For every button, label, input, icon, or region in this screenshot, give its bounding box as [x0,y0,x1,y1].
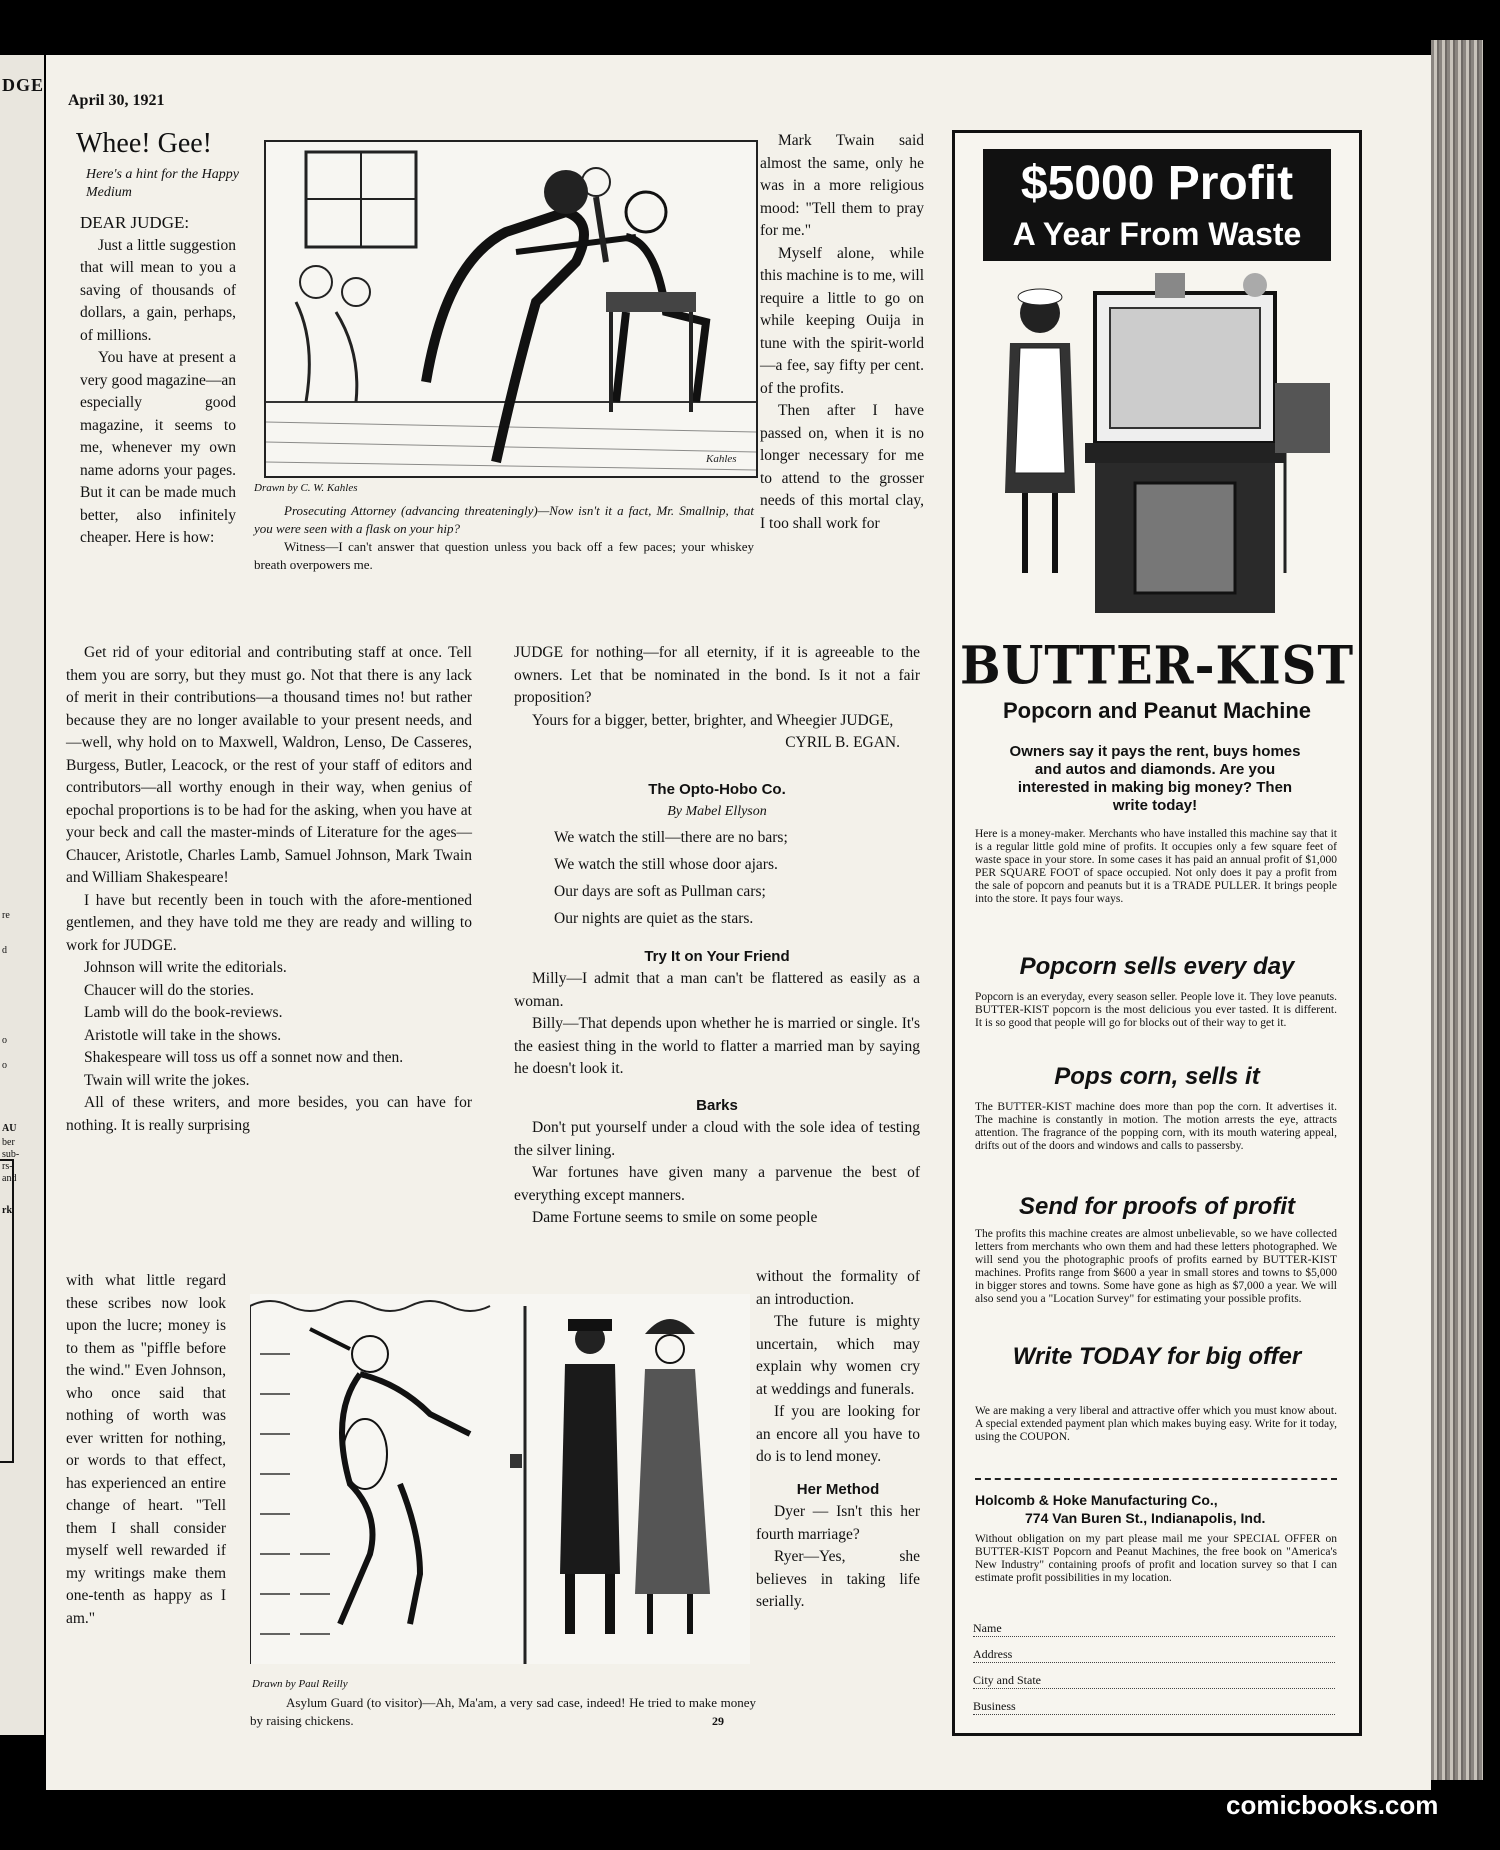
ad-paragraph: The BUTTER-KIST machine does more than pop the corn. It advertises it. The machine is constantly in motion. The motion arrests the eye, attracts attention. The fragrance of the popping corn, with its mouth watering appeal, drifts out of the doors and windows and calls to passersby. [975,1101,1337,1152]
company-name: Holcomb & Hoke Manufacturing Co., [975,1492,1218,1508]
article-paragraph: Myself alone, while this machine is to me, will require a little to go on while keeping Ouija in tune with the spirit-world—a fee, say fifty per cent. of the profits. [760,244,924,397]
asylum-cartoon-drawing [250,1294,750,1664]
her-method-line: Ryer—Yes, she believes in taking life serially. [756,1548,920,1610]
cartoon1-caption [254,502,754,574]
assignment-line: Lamb will do the book-reviews. [84,1004,283,1021]
coupon-divider [975,1478,1337,1480]
issue-date: April 30, 1921 [68,92,165,109]
barks-line: without the formality of an introduction. [756,1268,920,1308]
coupon-address-field[interactable]: Address [973,1647,1335,1663]
previous-fragment: and [2,1173,17,1184]
coupon-text: Without obligation on my part please mail me your SPECIAL OFFER on BUTTER-KIST Popcorn and Peanut Machines, the free book on "America's New Industry" containing proofs of profit and location survey so that I can estimate profit possibilities in my location. [975,1533,1337,1584]
ad-paragraph: We are making a very liberal and attractive offer which you must know about. A special extended payment plan which makes buying easy. Write for it today, using the COUPON. [975,1405,1337,1443]
article-column-left-narrow [66,1270,226,1630]
article-paragraph: Then after I have passed on, when it is no longer necessary for me to attend to the grosser needs of this mortal clay, I too shall work for [760,402,924,532]
ad-heading-write-today: Write TODAY for big offer [1012,1343,1302,1370]
article-paragraph: I have but recently been in touch with the afore-mentioned gentlemen, and they have told me they are ready and willing to work for JUDGE. [66,891,472,954]
article-paragraph: You have at present a very good magazine—an especially good magazine, it seems to me, whenever my own name adorns your pages. But it can be made much better, also infinitely cheaper. Here is how: [80,349,236,546]
her-method-line: Dyer — Isn't this her fourth marriage? [756,1503,920,1543]
courtroom-cartoon [264,140,758,478]
article-paragraph: Just a little suggestion that will mean to you a saving of thousands of dollars, a gain, perhaps, of millions. [80,236,236,344]
cartoon2-caption [250,1694,756,1730]
previous-fragment: re [2,910,10,921]
company-address: 774 Van Buren St., Indianapolis, Ind. [1025,1510,1266,1526]
article-column-3-top [760,130,924,535]
poem-title: The Opto-Hobo Co. [648,780,786,798]
signoff: Yours for a bigger, better, brighter, and Wheegier JUDGE, [532,711,894,729]
assignment-line: Chaucer will do the stories. [84,981,255,999]
previous-fragment: d [2,945,7,956]
previous-fragment: AU [2,1123,17,1134]
barks-line: Don't put yourself under a cloud with the sole idea of testing the silver lining. [514,1119,920,1159]
cartoon1-caption-line-1: Prosecuting Attorney (advancing threateningly)—Now isn't it a fact, Mr. Smallnip, that you were seen with a flask on your hip? [254,503,754,536]
barks-line: If you are looking for an encore all you have to do is to lend money. [756,1403,920,1465]
poem-line: We watch the still—there are no bars; [554,828,788,846]
article-paragraph: Get rid of your editorial and contributing staff at once. Tell them you are sorry, but they must go. Not that there is any lack of merit in their contributions—a thousand times no! but rather because they are no longer available to your present needs, and—well, why hold on to Maxwell, Waldron, Lenso, De Casseres, Burgess, Butler, Leacock, or the rest of your staff of editors and contributors—all worthy enough in their way, when genius of epochal proportions is to be had for the asking, when you have at your beck and call the master-minds of Literature for the ages—Chaucer, Aristotle, Charles Lamb, Samuel Johnson, Mark Twain and William Shakespeare! [66,644,472,886]
barks-column-narrow [756,1266,920,1614]
cartoon2-credit: Drawn by Paul Reilly [252,1678,348,1690]
cartoonist-signature: Kahles [706,453,737,465]
assignment-line: Aristotle will take in the shows. [84,1026,282,1044]
article-paragraph: All of these writers, and more besides, you can have for nothing. It is really surprising [66,1094,472,1134]
poem-line: We watch the still whose door ajars. [554,855,778,873]
previous-fragment: o [2,1035,7,1046]
popcorn-machine-illustration [985,273,1335,633]
coupon-name-field[interactable]: Name [973,1621,1335,1637]
ad-paragraph: Popcorn is an everyday, every season seller. People love it. They love peanuts. BUTTER-KIST popcorn is the most delicious you ever tasted. It is different. It is so good that people will go for blocks out of their way to get it. [975,991,1337,1029]
previous-fragment: ber [2,1137,15,1148]
site-watermark: comicbooks.com [1226,1790,1439,1820]
joke-line: Billy—That depends upon whether he is married or single. It's the easiest thing in the world to flatter a married man by saying he doesn't look it. [514,1015,920,1077]
ad-heading-popcorn: Popcorn sells every day [1019,953,1295,980]
barks-title: Barks [696,1096,738,1114]
previous-running-title: DGE [2,75,44,95]
article-column-middle [514,642,920,1230]
poem-line: Our nights are quiet as the stars. [554,909,754,927]
coupon-company [975,1491,1337,1527]
article-column-1 [80,212,236,550]
signature: CYRIL B. EGAN. [785,734,900,751]
previous-fragment: rs- [2,1161,13,1172]
ad-tagline: Owners say it pays the rent, buys homes and autos and diamonds. Are you interested in making big money? Then write today! [1009,743,1301,814]
page-number: 29 [712,1714,724,1728]
article-paragraph: Mark Twain said almost the same, only he was in a more religious mood: "Tell them to pray for me." [760,132,924,239]
her-method-title: Her Method [796,1480,880,1498]
barks-line: Dame Fortune seems to smile on some people [532,1209,818,1226]
previous-fragment: o [2,1060,7,1071]
poem-line: Our days are soft as Pullman cars; [554,882,766,900]
ad-paragraph: The profits this machine creates are almost unbelievable, so we have collected letters from merchants who own them and had these letters photographed. We will send you the photographic proofs of profits earned by BUTTER-KIST machines. Profits range from $600 a year in small stores and towns to $5,000 in bigger stores and towns. Some have gone as high as $7,000 a year. We will also send you a "Location Survey" for estimating your possible profits. [975,1228,1337,1305]
barks-line: War fortunes have given many a parvenue the best of everything except manners. [514,1164,920,1204]
courtroom-cartoon-drawing [266,142,756,476]
article-paragraph: with what little regard these scribes now look upon the lucre; money is to them as "piffle before the wind." Even Johnson, who once said that nothing of worth was ever written for nothing, or words to that effect, has experienced an entire change of heart. "Tell them I shall consider myself well rewarded if my writings make them one-tenth as happy as I am." [66,1272,226,1627]
butter-kist-ad [952,130,1362,1736]
barks-line: The future is mighty uncertain, which may explain why women cry at weddings and funerals. [756,1313,920,1398]
salutation: DEAR JUDGE: [80,213,190,232]
brand-name: BUTTER-KIST [959,635,1355,697]
ad-headline-waste: A Year From Waste [1012,216,1302,252]
assignment-line: Johnson will write the editorials. [84,959,287,976]
cartoon2-caption-text: Asylum Guard (to visitor)—Ah, Ma'am, a very sad case, indeed! He tried to make money by raising chickens. [250,1695,756,1728]
book-binding [1431,40,1483,1780]
poem-byline: By Mabel Ellyson [667,804,767,819]
asylum-cartoon [250,1294,750,1664]
cartoon1-credit: Drawn by C. W. Kahles [254,482,358,494]
previous-fragment: sub- [2,1149,20,1160]
article-paragraph: JUDGE for nothing—for all eternity, if it is agreeable to the owners. Let that be nominated in the bond. Is it not a fair proposition? [514,644,920,706]
ad-headline-profit: $5000 Profit [1020,157,1294,210]
brand-subtitle: Popcorn and Peanut Machine [1002,698,1312,723]
ad-heading-pops: Pops corn, sells it [1054,1063,1260,1090]
ad-headline [983,149,1331,261]
assignment-line: Shakespeare will toss us off a sonnet now and then. [84,1049,404,1066]
coupon-business-field[interactable]: Business [973,1699,1335,1715]
previous-page-box [0,1159,17,1463]
coupon-city-field[interactable]: City and State [973,1673,1335,1689]
cartoon1-caption-line-2: Witness—I can't answer that question unless you back off a few paces; your whiskey breath overpowers me. [254,539,754,572]
joke-line: Milly—I admit that a man can't be flattered as easily as a woman. [514,970,920,1010]
previous-fragment: rk [2,1205,12,1216]
ad-heading-proofs: Send for proofs of profit [1019,1193,1295,1220]
assignment-line: Twain will write the jokes. [84,1071,250,1089]
ad-intro: Here is a money-maker. Merchants who have installed this machine say that it is a regular little gold mine of profits. It occupies only a few square feet of waste space in your store. In some cases it has paid an annual profit of $1,000 PER SQUARE FOOT of space occupied. Not only does it pay a profit from the sale of popcorn and peanuts but it is a TRADE PULLER. It brings people into the store. It pays four ways. [975,828,1337,905]
poem-lines [514,824,920,932]
article-column-left [66,642,472,1137]
joke-title: Try It on Your Friend [644,947,790,965]
article-subtitle: Here's a hint for the Happy Medium [86,167,239,200]
previous-page-edge [0,55,44,1735]
article-title: Whee! Gee! [76,128,213,159]
